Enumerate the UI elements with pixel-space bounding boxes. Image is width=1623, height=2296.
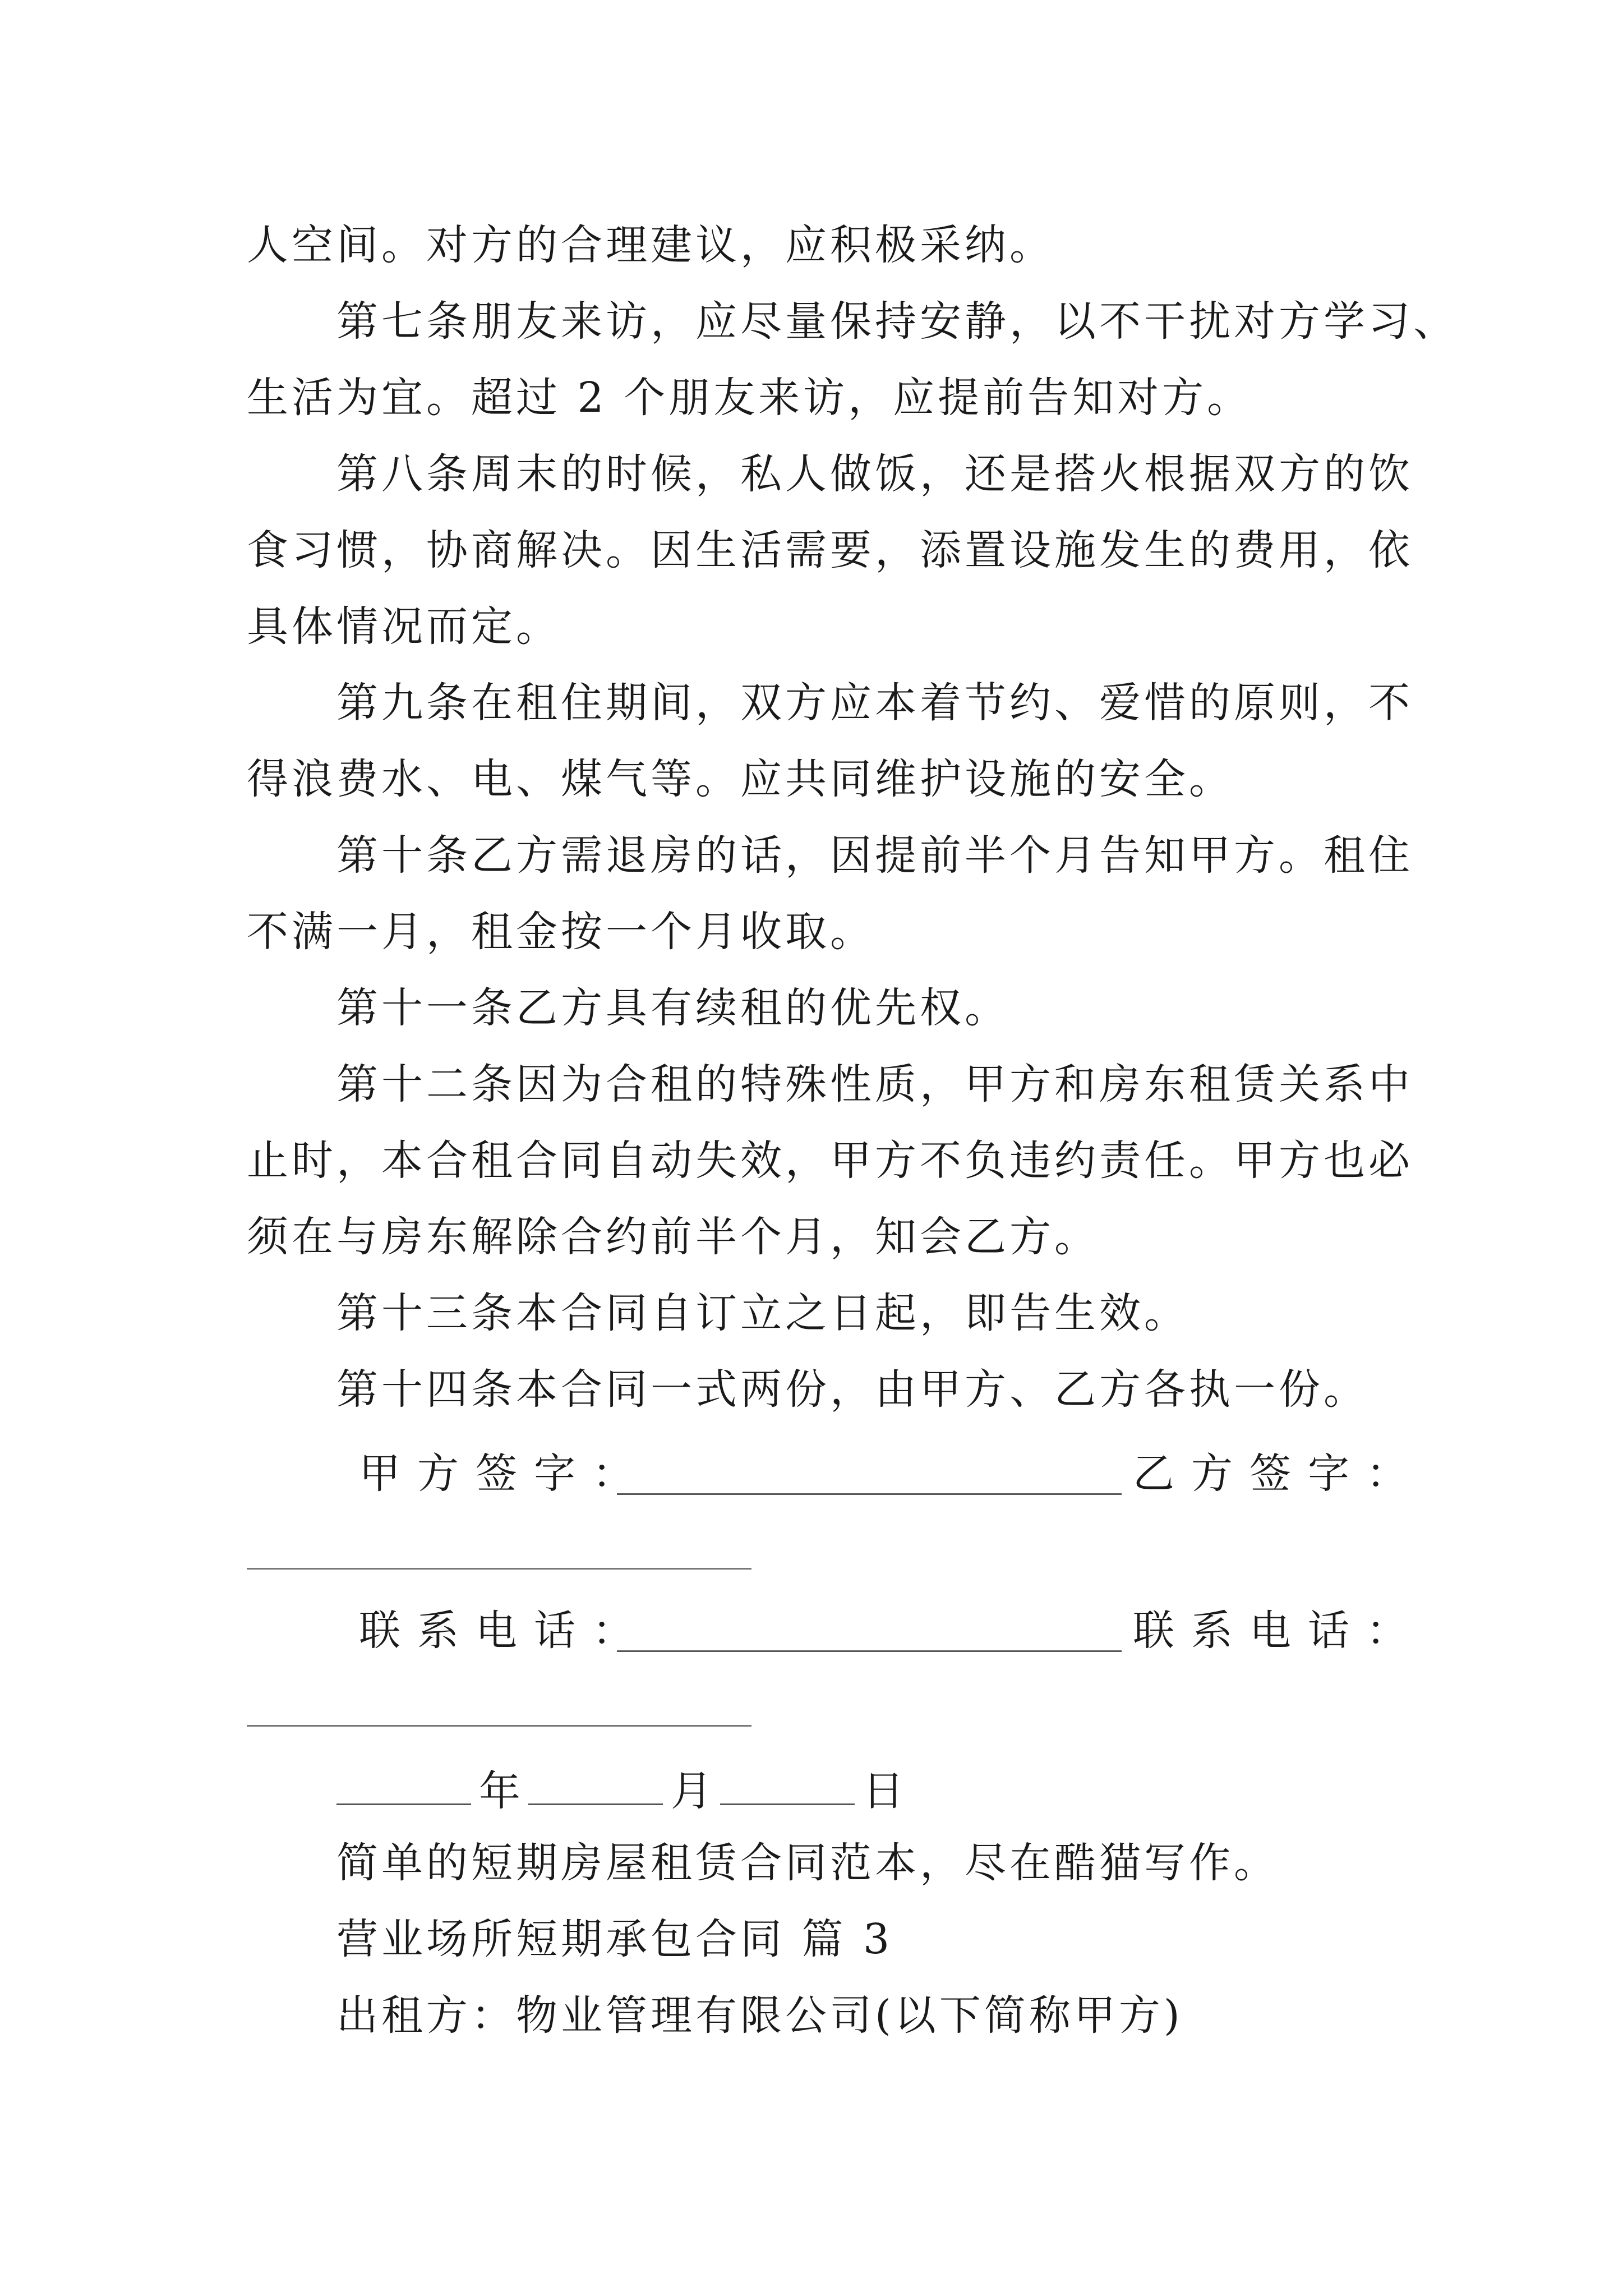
paragraph-line: 食习惯，协商解决。因生活需要，添置设施发生的费用，依 xyxy=(247,526,1413,574)
party-b-sign-blank xyxy=(247,1568,751,1570)
party-a-sign-label: 甲方签字： xyxy=(359,1450,651,1498)
paragraph-line: 第七条朋友来访，应尽量保持安静，以不干扰对方学习、 xyxy=(336,297,1458,346)
party-b-phone-label: 联系电话： xyxy=(1133,1607,1424,1655)
section-heading: 营业场所短期承包合同 篇 3 xyxy=(336,1915,893,1963)
day-blank xyxy=(720,1768,855,1805)
party-b-sign-label: 乙方签字： xyxy=(1133,1450,1424,1498)
lessor-line: 出租方：物业管理有限公司(以下简称甲方) xyxy=(336,1991,1183,2040)
month-blank xyxy=(528,1768,663,1805)
signature-row xyxy=(247,1450,1424,1503)
paragraph-line: 第十二条因为合租的特殊性质，甲方和房东租赁关系中 xyxy=(336,1060,1413,1108)
paragraph-line: 不满一月，租金按一个月收取。 xyxy=(247,908,875,956)
paragraph-line: 人空间。对方的合理建议，应积极采纳。 xyxy=(247,221,1054,269)
day-label: 日 xyxy=(863,1767,904,1815)
year-blank xyxy=(336,1768,471,1805)
closing-line: 简单的短期房屋租赁合同范本，尽在酷猫写作。 xyxy=(336,1839,1279,1887)
phone-row xyxy=(247,1607,1424,1660)
paragraph-line: 第十条乙方需退房的话，因提前半个月告知甲方。租住 xyxy=(336,831,1413,880)
paragraph-line: 第九条在租住期间，双方应本着节约、爱惜的原则，不 xyxy=(336,679,1413,727)
party-a-phone-blank xyxy=(617,1650,1122,1652)
paragraph-line: 第八条周末的时候，私人做饭，还是搭火根据双方的饮 xyxy=(336,450,1413,498)
paragraph-line: 止时，本合租合同自动失效，甲方不负违约责任。甲方也必 xyxy=(247,1137,1413,1185)
paragraph-line: 得浪费水、电、煤气等。应共同维护设施的安全。 xyxy=(247,755,1234,803)
paragraph-line: 须在与房东解除合约前半个月，知会乙方。 xyxy=(247,1213,1099,1261)
party-a-sign-blank xyxy=(617,1493,1122,1495)
paragraph-line: 第十四条本合同一式两份，由甲方、乙方各执一份。 xyxy=(336,1365,1368,1414)
paragraph-line: 第十三条本合同自订立之日起，即告生效。 xyxy=(336,1289,1189,1337)
party-a-phone-label: 联系电话： xyxy=(359,1607,651,1655)
paragraph-line: 具体情况而定。 xyxy=(247,602,561,651)
date-row xyxy=(336,1767,912,1818)
party-b-phone-blank xyxy=(247,1725,751,1727)
paragraph-line: 第十一条乙方具有续租的优先权。 xyxy=(336,984,1009,1032)
year-label: 年 xyxy=(479,1767,520,1815)
month-label: 月 xyxy=(671,1767,712,1815)
paragraph-line: 生活为宜。超过 2 个朋友来访，应提前告知对方。 xyxy=(247,374,1252,422)
